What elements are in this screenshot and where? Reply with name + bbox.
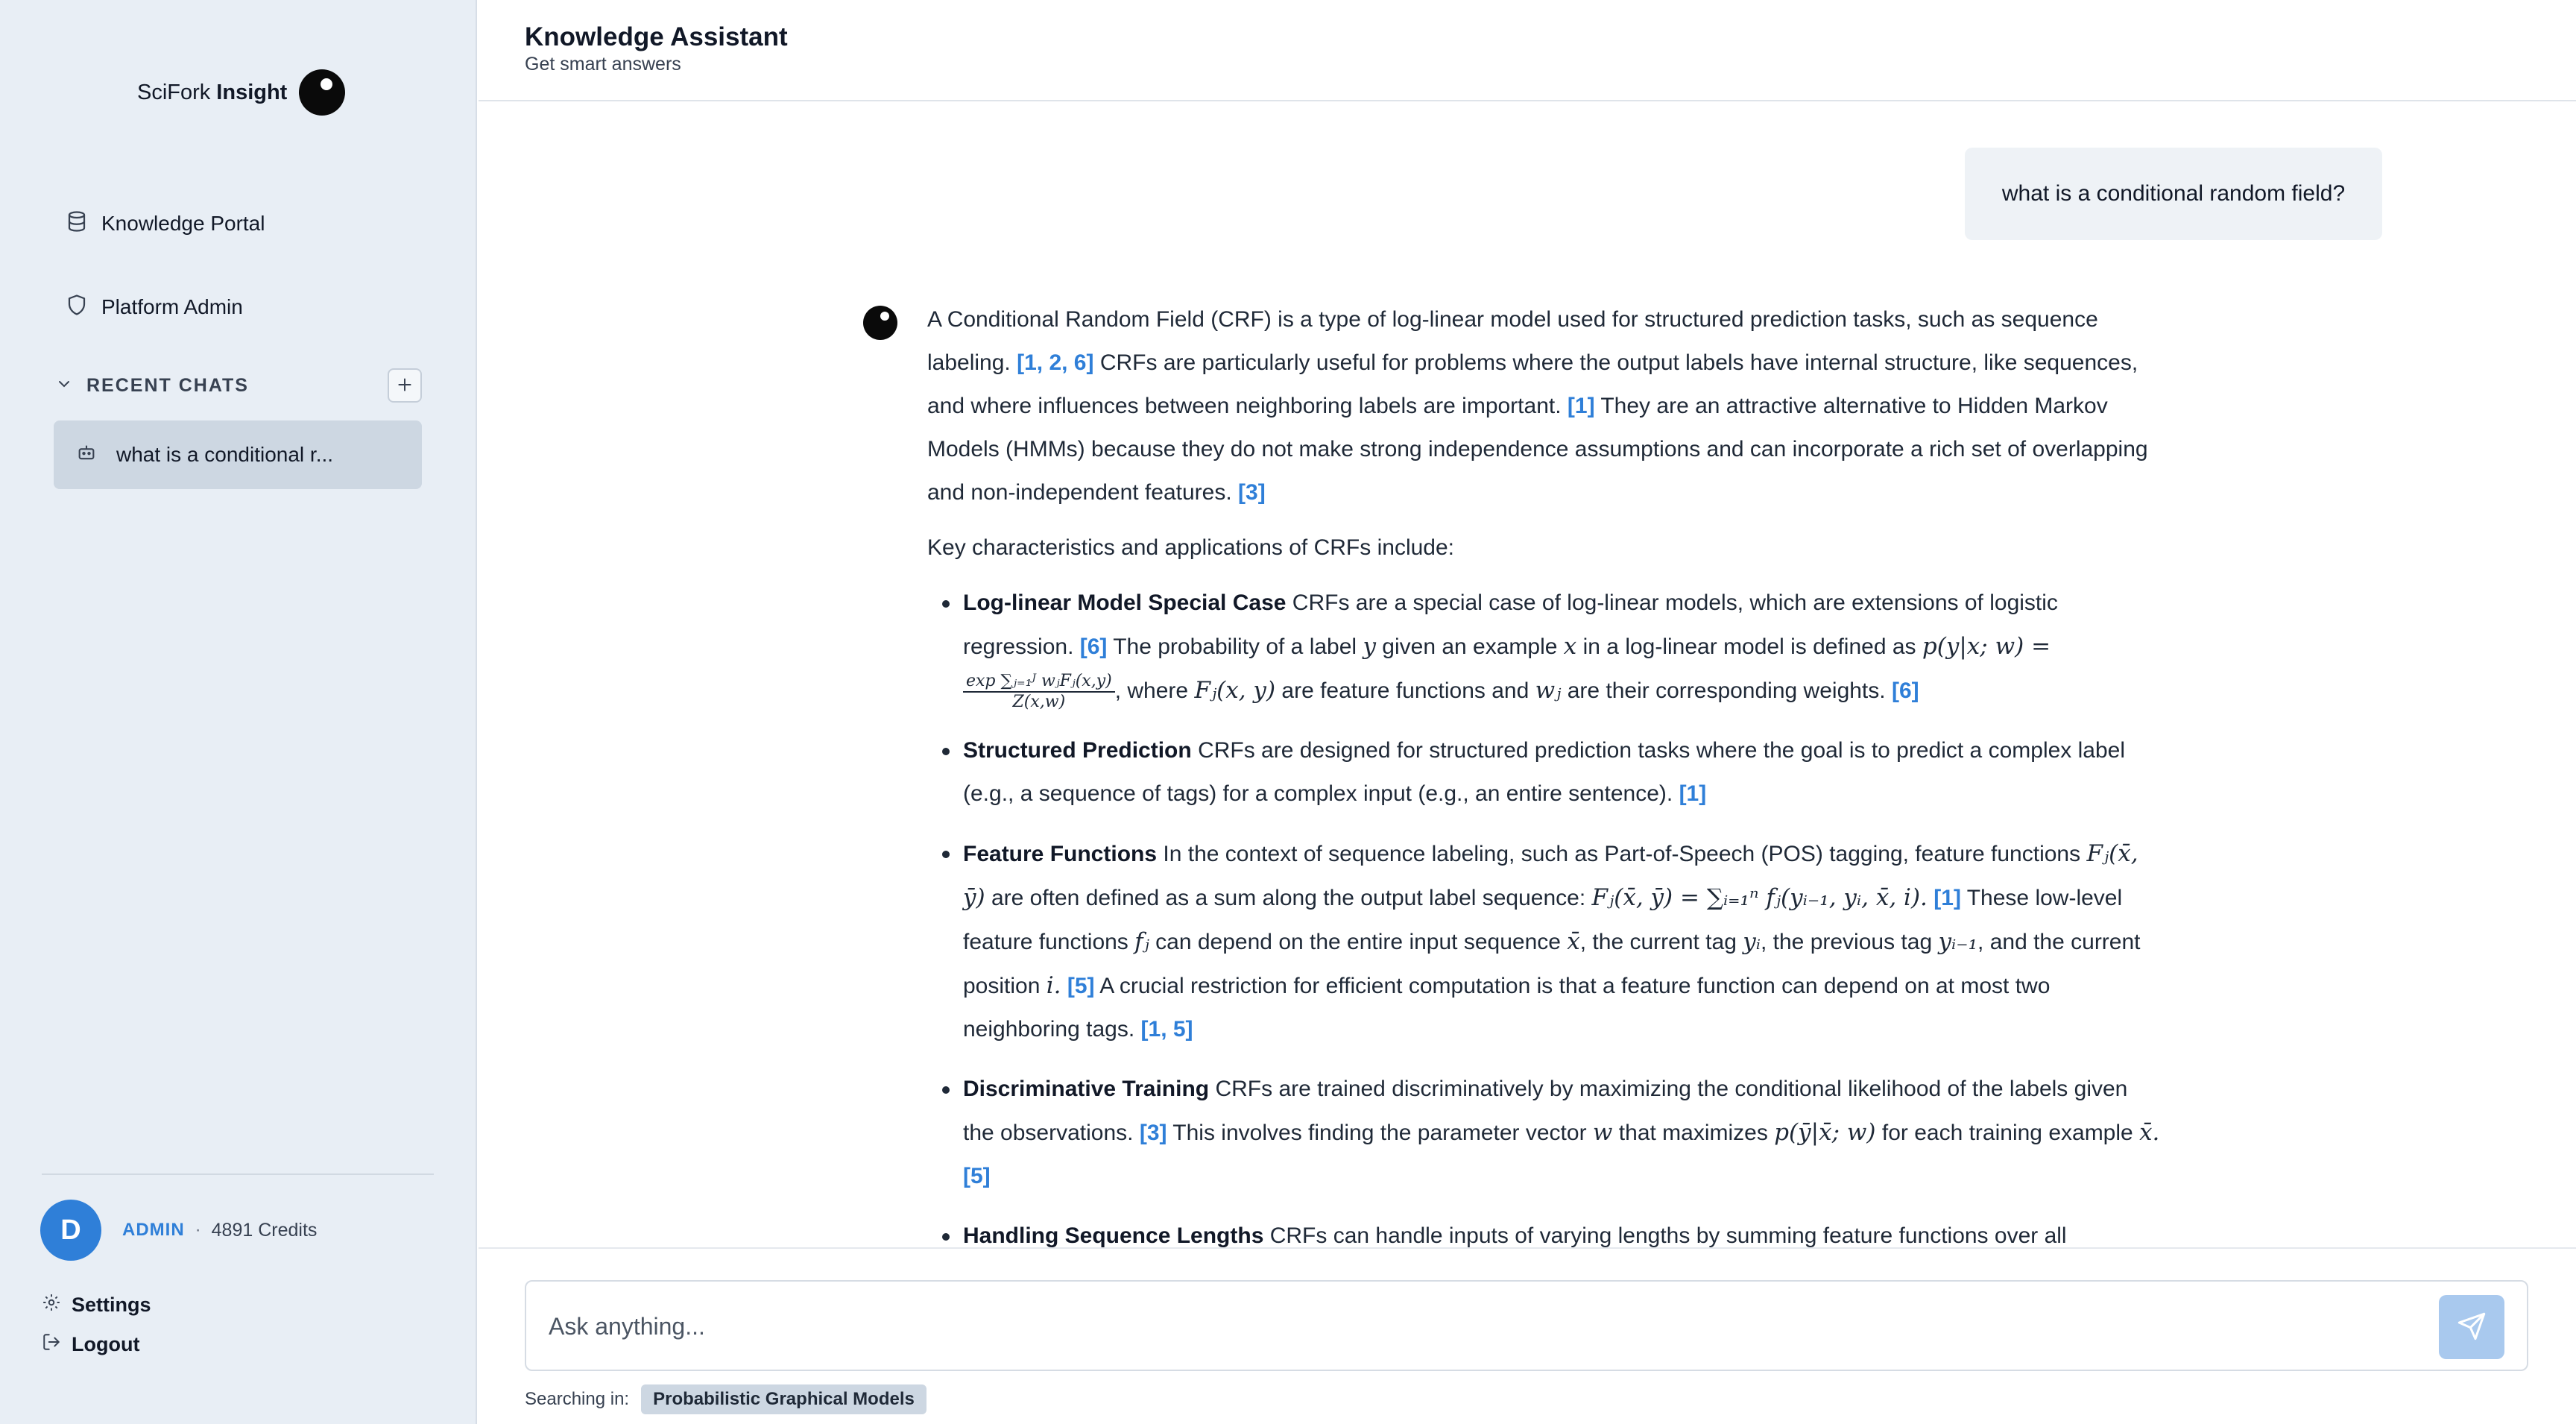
- bullet-title: Discriminative Training: [963, 1077, 1210, 1101]
- settings-link[interactable]: [42, 1290, 151, 1320]
- answer-text: The probability of a label: [1113, 634, 1357, 659]
- citation-link[interactable]: [1]: [1567, 394, 1595, 418]
- answer-text: are often defined as a sum along the output label sequence:: [991, 886, 1586, 910]
- chevron-down-icon[interactable]: [55, 375, 73, 397]
- user-info: [40, 1199, 317, 1261]
- answer-text: , the current tag: [1579, 930, 1737, 954]
- answer-text: CRFs can handle inputs of varying lengths by summing feature functions over all: [1269, 1223, 2067, 1247]
- avatar[interactable]: D: [40, 1200, 101, 1261]
- answer-text: CRFs are particularly useful for problems where the output labels have internal structure, like sequences, and where influences between neighboring labels are important.: [927, 350, 2138, 418]
- answer-intro: Key characteristics and applications of CRFs include:: [927, 535, 1454, 560]
- recent-chats-header: [55, 368, 422, 403]
- math-expression: p(y|x; w) =: [1922, 633, 2051, 660]
- answer-text: are feature functions and: [1281, 678, 1530, 703]
- fraction-denominator: Z(x,w): [1012, 693, 1066, 712]
- bot-icon: [76, 442, 116, 468]
- brand-name: SciFork Insight: [137, 80, 288, 104]
- search-scope-label: Searching in:: [525, 1389, 630, 1409]
- answer-text: , where: [1114, 678, 1189, 703]
- recent-chats-title: RECENT CHATS: [86, 374, 249, 396]
- answer-text: This involves finding the parameter vector: [1172, 1121, 1587, 1145]
- scope-badge[interactable]: Probabilistic Graphical Models: [641, 1384, 926, 1414]
- math-expression: Fⱼ(x̄, ȳ): [963, 840, 2138, 911]
- answer-text: CRFs are a special case of log-linear models, which are extensions of logistic regression.: [963, 590, 2058, 659]
- answer-text: They are an attractive alternative to Hidden Markov Models (HMMs) because they do not make strong independence assumptions and can incorporate a rich set of overlapping and non-independent features.: [927, 394, 2148, 505]
- assistant-answer: [927, 298, 2165, 1247]
- plus-icon: [395, 375, 414, 397]
- gear-icon: [42, 1293, 72, 1317]
- recent-chat-label: what is a conditional r...: [116, 443, 334, 466]
- database-icon: [66, 210, 101, 238]
- answer-text: These low-level feature functions: [963, 886, 2123, 954]
- assistant-avatar-icon: [863, 306, 897, 340]
- send-icon: [2457, 1311, 2487, 1343]
- answer-bullet: [927, 832, 2165, 1051]
- answer-text: , the previous tag: [1760, 930, 1933, 954]
- bullet-title: Log-linear Model Special Case: [963, 590, 1287, 615]
- page-title: Knowledge Assistant: [525, 22, 788, 51]
- nav-platform-admin-label: Platform Admin: [101, 295, 243, 318]
- page-subtitle: Get smart answers: [525, 54, 681, 75]
- shield-icon: [66, 294, 101, 321]
- math-expression: w: [1592, 1119, 1613, 1146]
- math-expression: x̄.: [2139, 1119, 2160, 1146]
- answer-text: CRFs are trained discriminatively by maximizing the conditional likelihood of the labels given the observations.: [963, 1077, 2128, 1145]
- answer-text: given an example: [1382, 634, 1558, 659]
- sidebar: [0, 0, 477, 1424]
- math-expression: yᵢ: [1743, 928, 1761, 955]
- answer-text: in a log-linear model is defined as: [1582, 634, 1916, 659]
- citation-link[interactable]: [1]: [1679, 781, 1707, 806]
- user-role: ADMIN: [122, 1220, 185, 1240]
- answer-text: can depend on the entire input sequence: [1155, 930, 1561, 954]
- logout-icon: [42, 1332, 72, 1357]
- separator-dot: ·: [195, 1220, 201, 1240]
- recent-chat-item[interactable]: [54, 420, 422, 489]
- citation-link[interactable]: [5]: [963, 1164, 991, 1188]
- answer-text: In the context of sequence labeling, such as Part-of-Speech (POS) tagging, feature functions: [1163, 842, 2081, 866]
- composer-box: [525, 1280, 2528, 1371]
- send-button[interactable]: [2439, 1295, 2504, 1359]
- answer-bullet-list: [927, 582, 2165, 1247]
- math-expression: y: [1363, 633, 1376, 660]
- math-expression: i.: [1046, 972, 1061, 999]
- nav-knowledge-portal-label: Knowledge Portal: [101, 212, 265, 235]
- math-expression: Fⱼ(x̄, ȳ) = ∑ᵢ₌₁ⁿ fⱼ(yᵢ₋₁, yᵢ, x̄, i).: [1591, 884, 1928, 911]
- bullet-title: Structured Prediction: [963, 738, 1192, 763]
- math-expression: yᵢ₋₁: [1938, 928, 1978, 955]
- answer-bullet: [927, 1215, 2165, 1247]
- answer-text: A crucial restriction for efficient computation is that a feature function can depend on at most two neighboring tags.: [963, 974, 2051, 1042]
- answer-bullet: [927, 729, 2165, 816]
- citation-link[interactable]: [5]: [1067, 974, 1095, 998]
- settings-label: Settings: [72, 1293, 151, 1316]
- answer-paragraph: [927, 298, 2165, 514]
- ask-input[interactable]: [549, 1304, 2412, 1349]
- search-scope: [525, 1384, 926, 1414]
- citation-link[interactable]: [3]: [1139, 1121, 1167, 1145]
- chat-thread[interactable]: [479, 103, 2576, 1247]
- brand-logo-link[interactable]: [137, 69, 345, 116]
- answer-bullet: [927, 1068, 2165, 1198]
- math-expression: wⱼ: [1535, 677, 1562, 704]
- answer-text: that maximizes: [1618, 1121, 1768, 1145]
- math-expression: Fⱼ(x, y): [1194, 677, 1276, 704]
- logout-label: Logout: [72, 1332, 140, 1355]
- answer-text: A Conditional Random Field (CRF) is a type of log-linear model used for structured prediction tasks, such as sequence labeling.: [927, 307, 2098, 375]
- user-message-bubble: what is a conditional random field?: [1965, 148, 2382, 240]
- answer-text: are their corresponding weights.: [1567, 678, 1886, 703]
- citation-link[interactable]: [6]: [1891, 678, 1919, 703]
- composer-area: [479, 1247, 2576, 1424]
- bullet-title: Handling Sequence Lengths: [963, 1223, 1264, 1247]
- page-header: [479, 0, 2576, 101]
- sidebar-divider: [42, 1173, 434, 1175]
- math-expression: x: [1563, 633, 1577, 660]
- citation-link[interactable]: [6]: [1079, 634, 1108, 659]
- math-expression: x̄: [1567, 928, 1580, 955]
- answer-text: CRFs are designed for structured prediction tasks where the goal is to predict a complex label (e.g., a sequence of tags) for a complex input (e.g., an entire sentence).: [963, 738, 2126, 806]
- citation-link[interactable]: [1, 2, 6]: [1017, 350, 1094, 375]
- nav-knowledge-portal[interactable]: [66, 205, 265, 242]
- brand-logo-icon: [299, 69, 345, 116]
- math-fraction: [963, 672, 1115, 712]
- new-chat-button[interactable]: [388, 368, 422, 403]
- citation-link[interactable]: [1, 5]: [1140, 1017, 1193, 1042]
- credits-count: 4891 Credits: [211, 1219, 318, 1241]
- answer-bullet: [927, 582, 2165, 713]
- bullet-title: Feature Functions: [963, 842, 1158, 866]
- answer-text: for each training example: [1881, 1121, 2133, 1145]
- answer-text: , and the current position: [963, 930, 2141, 998]
- nav-platform-admin[interactable]: [66, 289, 243, 326]
- citation-link[interactable]: [1]: [1933, 886, 1961, 910]
- citation-link[interactable]: [3]: [1238, 480, 1266, 505]
- math-expression: p(ȳ|x̄; w): [1774, 1119, 1876, 1146]
- math-expression: fⱼ: [1134, 928, 1149, 955]
- fraction-numerator: exp ∑ⱼ₌₁ᴶ wⱼFⱼ(x,y): [963, 672, 1115, 693]
- logout-link[interactable]: [42, 1329, 139, 1359]
